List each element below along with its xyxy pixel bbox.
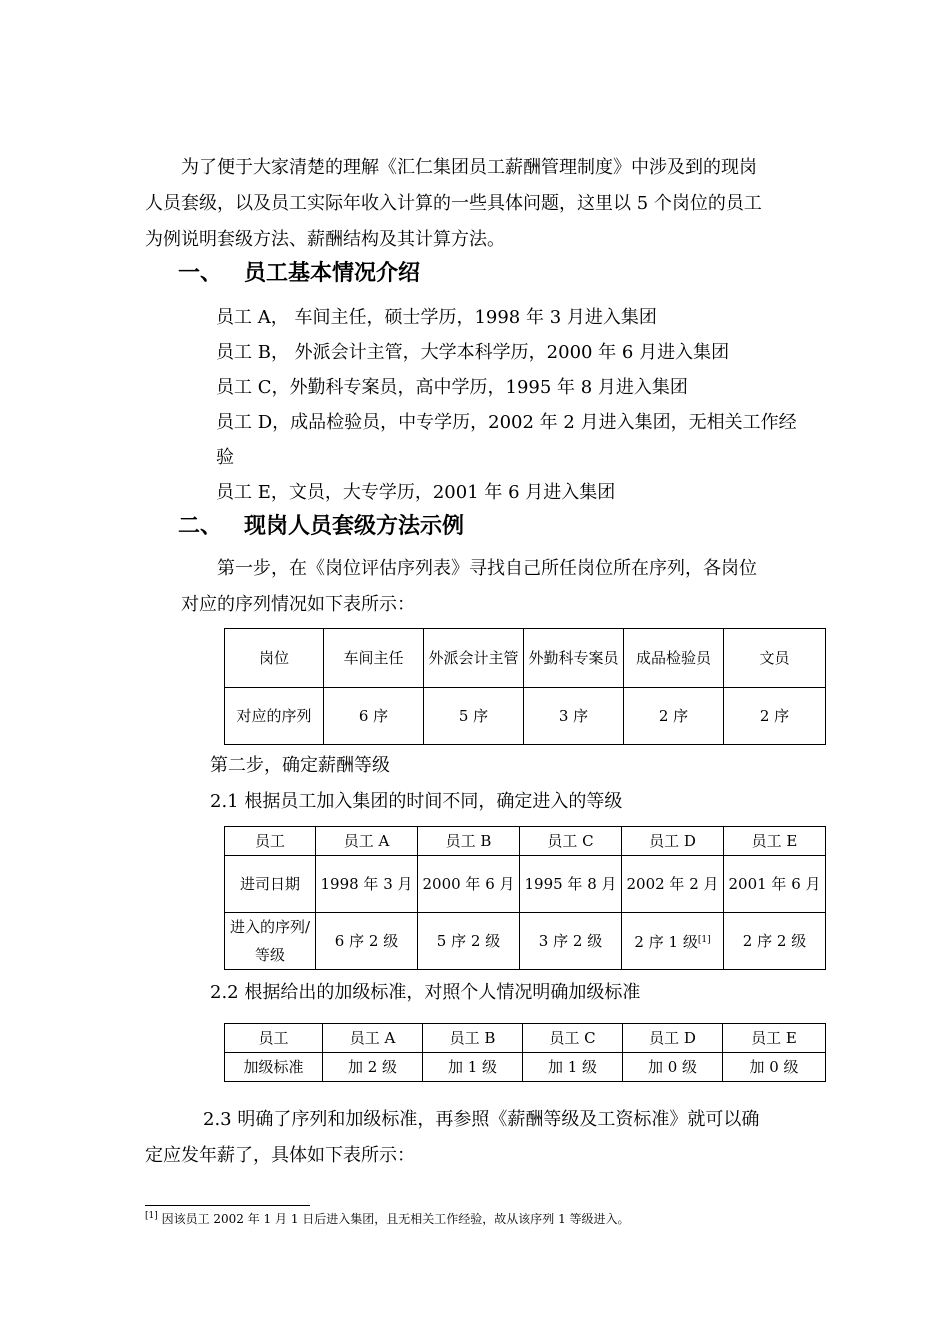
table-header-cell: 员工 A	[323, 1024, 423, 1053]
table-row	[225, 629, 826, 688]
cell-value: 2 序 1 级	[634, 933, 698, 951]
table-header-cell: 成品检验员	[624, 629, 724, 688]
table-row	[225, 1024, 826, 1053]
table-row	[225, 827, 826, 856]
table-cell: 5 序 2 级	[418, 913, 520, 970]
table-header-cell: 员工 B	[418, 827, 520, 856]
footnote-separator	[145, 1205, 310, 1206]
section-title: 现岗人员套级方法示例	[244, 514, 465, 539]
footnote-ref[interactable]: [1]	[697, 935, 711, 945]
entry-level-table	[224, 826, 826, 970]
footnote	[145, 1210, 630, 1227]
table-header-cell: 员工	[225, 827, 316, 856]
table-cell: 2 序 2 级	[724, 913, 826, 970]
employee-line: 员工 C，外勤科专案员，高中学历，1995 年 8 月进入集团	[216, 377, 688, 398]
table-cell: 加 2 级	[323, 1053, 423, 1082]
table-header-cell: 员工 C	[520, 827, 622, 856]
table-cell: 加 1 级	[423, 1053, 523, 1082]
step1-line: 对应的序列情况如下表所示：	[181, 594, 415, 615]
table-row	[225, 856, 826, 913]
table-cell: 6 序	[324, 688, 424, 745]
step2-3-line: 定应发年薪了，具体如下表所示：	[145, 1145, 415, 1166]
section-title: 员工基本情况介绍	[244, 261, 421, 286]
table-row	[225, 688, 826, 745]
sequence-table	[224, 628, 826, 745]
employee-line: 员工 E，文员，大专学历，2001 年 6 月进入集团	[216, 482, 616, 503]
table-header-cell: 员工 A	[316, 827, 418, 856]
table-cell: 2001 年 6 月	[724, 856, 826, 913]
table-cell: 加 0 级	[723, 1053, 826, 1082]
table-cell: 5 序	[424, 688, 524, 745]
section-number: 一、	[178, 261, 223, 286]
table-cell: 1995 年 8 月	[520, 856, 622, 913]
footnote-text: 因该员工 2002 年 1 月 1 日后进入集团，且无相关工作经验，故从该序列 1 等级进入。	[161, 1212, 630, 1226]
table-header-cell: 员工 E	[724, 827, 826, 856]
table-cell: 加级标准	[225, 1053, 323, 1082]
table-header-cell: 车间主任	[324, 629, 424, 688]
table-cell: 6 序 2 级	[316, 913, 418, 970]
step2-3-line: 2.3 明确了序列和加级标准，再参照《薪酬等级及工资标准》就可以确	[203, 1109, 760, 1130]
section2-heading	[178, 509, 464, 540]
employee-line: 验	[216, 447, 234, 468]
grade-increment-table	[224, 1023, 826, 1082]
table-cell	[622, 913, 724, 970]
table-row	[225, 913, 826, 970]
table-header-cell: 员工 B	[423, 1024, 523, 1053]
table-header-cell: 员工 D	[622, 827, 724, 856]
table-cell: 加 1 级	[523, 1053, 623, 1082]
employee-line: 员工 A， 车间主任，硕士学历，1998 年 3 月进入集团	[216, 307, 657, 328]
table-cell: 3 序 2 级	[520, 913, 622, 970]
employee-line: 员工 D，成品检验员，中专学历，2002 年 2 月进入集团，无相关工作经	[216, 412, 797, 433]
step1-line: 第一步，在《岗位评估序列表》寻找自己所任岗位所在序列，各岗位	[217, 558, 757, 579]
table-header-cell: 员工 D	[623, 1024, 723, 1053]
section1-heading	[178, 256, 420, 287]
intro-paragraph	[145, 150, 810, 258]
table-cell: 2002 年 2 月	[622, 856, 724, 913]
step2-1-text: 2.1 根据员工加入集团的时间不同，确定进入的等级	[210, 791, 623, 812]
table-header-cell: 员工 C	[523, 1024, 623, 1053]
table-cell: 进司日期	[225, 856, 316, 913]
table-cell: 2 序	[624, 688, 724, 745]
intro-line: 为例说明套级方法、薪酬结构及其计算方法。	[145, 229, 505, 250]
table-cell: 2 序	[724, 688, 826, 745]
step2-text: 第二步，确定薪酬等级	[210, 755, 390, 776]
step2-2-text: 2.2 根据给出的加级标准，对照个人情况明确加级标准	[210, 982, 641, 1003]
table-header-cell: 文员	[724, 629, 826, 688]
step1-paragraph	[145, 551, 810, 623]
footnote-marker: [1]	[145, 1211, 158, 1221]
table-row	[225, 1053, 826, 1082]
table-cell: 对应的序列	[225, 688, 324, 745]
table-cell: 1998 年 3 月	[316, 856, 418, 913]
intro-line: 为了便于大家清楚的理解《汇仁集团员工薪酬管理制度》中涉及到的现岗	[181, 157, 757, 178]
table-cell: 2000 年 6 月	[418, 856, 520, 913]
employee-line: 员工 B， 外派会计主管，大学本科学历，2000 年 6 月进入集团	[216, 342, 730, 363]
step2-3-paragraph	[145, 1102, 810, 1174]
section-number: 二、	[178, 514, 223, 539]
table-header-cell: 外派会计主管	[424, 629, 524, 688]
table-header-cell: 外勤科专案员	[524, 629, 624, 688]
table-header-cell: 岗位	[225, 629, 324, 688]
table-cell: 进入的序列/等级	[225, 913, 316, 970]
table-header-cell: 员工 E	[723, 1024, 826, 1053]
table-cell: 3 序	[524, 688, 624, 745]
intro-line: 人员套级，以及员工实际年收入计算的一些具体问题，这里以 5 个岗位的员工	[145, 193, 762, 214]
table-cell: 加 0 级	[623, 1053, 723, 1082]
table-header-cell: 员工	[225, 1024, 323, 1053]
